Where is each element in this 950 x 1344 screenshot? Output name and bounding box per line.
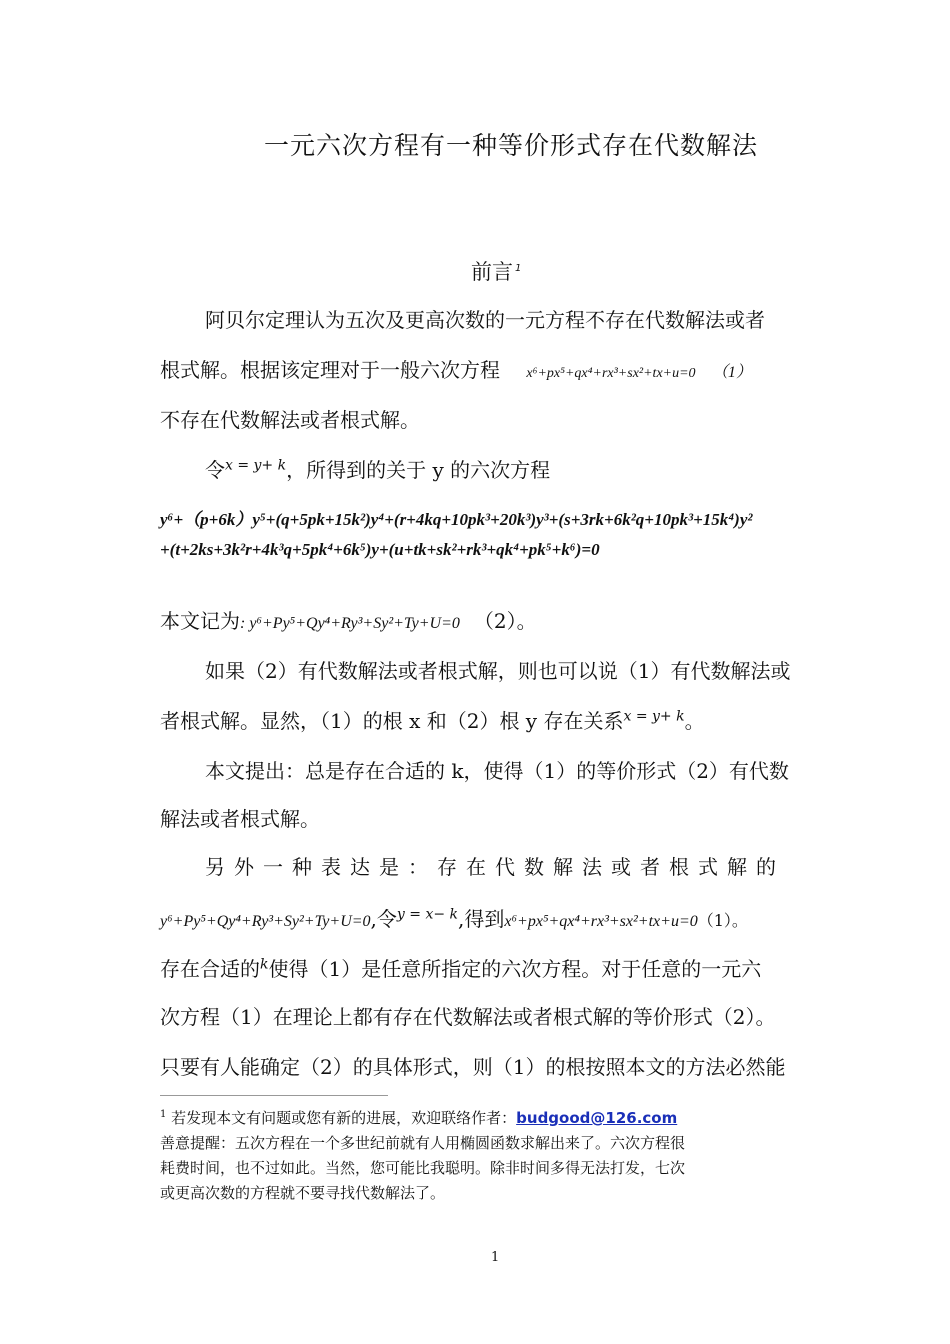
- inverse-substitution: y = x− k: [396, 906, 459, 923]
- paragraph-6-end: （1）。: [697, 911, 748, 930]
- footnote-text: 若发现本文有问题或您有新的进展，欢迎联络作者：: [166, 1109, 517, 1127]
- paragraph-3-pre: 本文记为: [160, 609, 240, 633]
- substitution-formula: x = y+ k: [225, 457, 287, 474]
- equation-1-label: （1）: [711, 364, 752, 381]
- paragraph-1-line-3: 不存在代数解法或者根式解。: [160, 408, 420, 432]
- k-symbol: k: [260, 956, 269, 973]
- equation-1: x⁶+px⁵+qx⁴+rx³+sx²+tx+u=0: [526, 366, 696, 381]
- expanded-equation-line-2: +(t+2ks+3k²r+4k³q+5pk⁴+6k⁵)y+(u+tk+sk²+rk³+qk⁴+pk⁵+k⁶)=0: [160, 540, 600, 559]
- paragraph-4-text: 者根式解。显然，（1）的根 x 和（2）根 y 存在关系: [160, 709, 624, 733]
- paragraph-4-line-2: [160, 705, 705, 734]
- paragraph-5-line-2: 解法或者根式解。: [160, 807, 320, 831]
- equation-2-label: （2）。: [473, 609, 537, 633]
- paragraph-5-line-1: 本文提出：总是存在合适的 k，使得（1）的等价形式（2）有代数: [205, 759, 789, 783]
- paragraph-7-line-2: 次方程（1）在理论上都有存在代数解法或者根式解的等价形式（2）。: [160, 1005, 776, 1029]
- paragraph-6-mid2: ,得到: [458, 907, 505, 931]
- footnote-divider: [160, 1095, 388, 1096]
- page-number: 1: [491, 1250, 500, 1265]
- heading-text: 前言: [471, 260, 513, 284]
- footnote-line-3: 耗费时间，也不过如此。当然，您可能比我聪明。除非时间多得无法打发，七次: [160, 1159, 686, 1177]
- paragraph-3: [160, 605, 537, 634]
- paragraph-7-pre: 存在合适的: [160, 957, 260, 981]
- paragraph-4-end: 。: [684, 709, 705, 733]
- section-heading: [471, 256, 521, 286]
- paragraph-7-post: 使得（1）是任意所指定的六次方程。对于任意的一元六: [268, 957, 762, 981]
- paragraph-7-line-3: 只要有人能确定（2）的具体形式，则（1）的根按照本文的方法必然能: [160, 1055, 786, 1079]
- relation-formula: x = y+ k: [623, 708, 685, 725]
- author-email-link[interactable]: budgood@126.com: [516, 1109, 678, 1127]
- paragraph-1-line-1: 阿贝尔定理认为五次及更高次数的一元方程不存在代数解法或者: [205, 308, 765, 332]
- paragraph-4-line-1: 如果（2）有代数解法或者根式解，则也可以说（1）有代数解法或: [205, 659, 791, 683]
- paragraph-1-text: 根式解。根据该定理对于一般六次方程: [160, 358, 500, 382]
- paragraph-6-line-2: [160, 903, 748, 932]
- footnote-line-2: 善意提醒：五次方程在一个多世纪前就有人用椭圆函数求解出来了。六次方程很: [160, 1134, 686, 1152]
- paragraph-2-post: ，所得到的关于 y 的六次方程: [286, 458, 551, 482]
- footnote-ref: 1: [515, 263, 522, 274]
- paragraph-2-pre: 令: [205, 458, 225, 482]
- footnote-line-4: 或更高次数的方程就不要寻找代数解法了。: [160, 1184, 446, 1202]
- paragraph-7-line-1: [160, 953, 761, 982]
- paragraph-1-line-2: [160, 354, 752, 383]
- paragraph-2: [205, 454, 550, 483]
- equation-2: : y⁶+Py⁵+Qy⁴+Ry³+Sy²+Ty+U=0: [240, 615, 460, 632]
- equation-2-repeat: y⁶+Py⁵+Qy⁴+Ry³+Sy²+Ty+U=0: [160, 913, 371, 930]
- expanded-equation-line-1: y⁶+（p+6k）y⁵+(q+5pk+15k²)y⁴+(r+4kq+10pk³+20k³)y³+(s+3rk+6k²q+10pk³+15k⁴)y²: [160, 510, 753, 529]
- footnote-number: 1: [160, 1109, 167, 1120]
- document-title: 一元六次方程有一种等价形式存在代数解法: [264, 131, 759, 160]
- paragraph-6-line-1: 另外一种表达是：存在代数解法或者根式解的: [205, 855, 785, 879]
- paragraph-6-mid: ,令: [370, 907, 397, 931]
- footnote-line-1: [160, 1107, 677, 1128]
- equation-1-repeat: x⁶+px⁵+qx⁴+rx³+sx²+tx+u=0: [504, 913, 698, 930]
